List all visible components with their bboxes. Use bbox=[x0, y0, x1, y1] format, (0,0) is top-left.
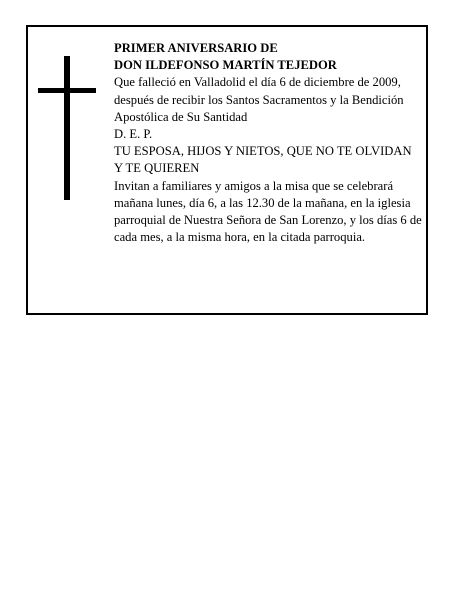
cross-vertical-bar bbox=[64, 56, 70, 200]
cross-icon bbox=[38, 56, 96, 200]
notice-title-line1: PRIMER ANIVERSARIO DE bbox=[114, 41, 278, 55]
death-paragraph: Que falleció en Valladolid el día 6 de diciembre de 2009, después de recibir los Santos Sacramentos y la Bendición Apostólica de Su Santidad bbox=[114, 75, 404, 124]
cross-horizontal-bar bbox=[38, 88, 96, 93]
notice-text-block bbox=[114, 40, 422, 246]
obituary-notice bbox=[26, 25, 428, 315]
dep-line: D. E. P. bbox=[114, 127, 153, 142]
family-line: TU ESPOSA, HIJOS Y NIETOS, QUE NO TE OLVIDAN Y TE QUIEREN bbox=[114, 144, 412, 176]
invitation-paragraph: Invitan a familiares y amigos a la misa que se celebrará mañana lunes, día 6, a las 12.30 de la mañana, en la iglesia parroquial de Nuestra Señora de San Lorenzo, y los días 6 de cada mes, a la misma hora, en la citada parroquia. bbox=[114, 178, 422, 245]
notice-title-line2: DON ILDEFONSO MARTÍN TEJEDOR bbox=[114, 58, 337, 73]
